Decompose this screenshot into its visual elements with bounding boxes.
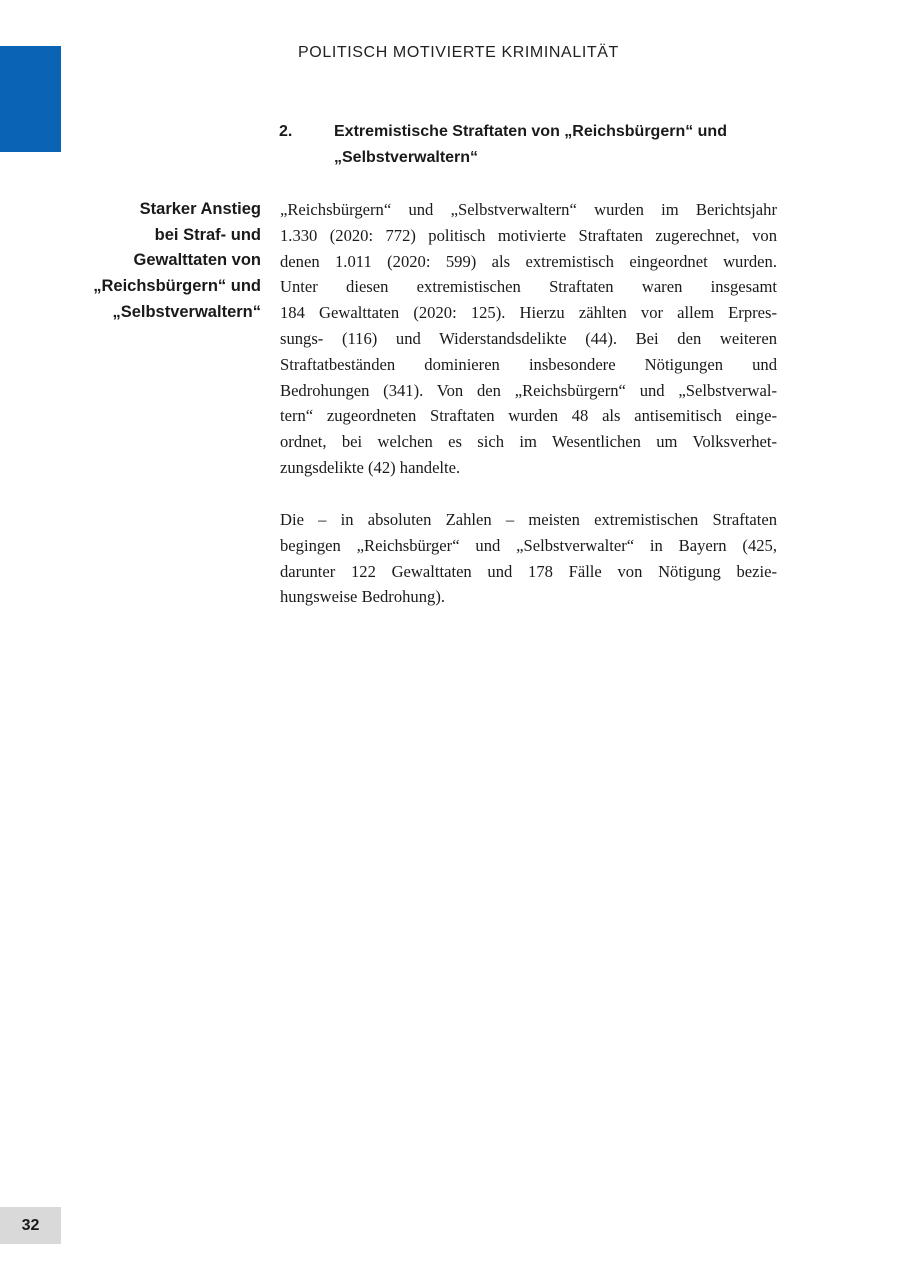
paragraph-line: hungsweise Bedrohung). bbox=[280, 587, 445, 607]
section-title-line: „Selbstverwaltern“ bbox=[334, 149, 479, 166]
paragraph-line: denen 1.011 (2020: 599) als extremistisch eingeordnet wurden. bbox=[280, 251, 777, 271]
margin-note bbox=[60, 197, 261, 326]
section-color-tab bbox=[0, 46, 61, 152]
page-number-box bbox=[0, 1207, 61, 1244]
margin-note-line: bei Straf- und bbox=[154, 225, 261, 244]
section-title-line: Extremistische Straftaten von „Reichsbürgern“ und bbox=[334, 123, 727, 140]
margin-note-line: Starker Anstieg bbox=[139, 200, 261, 218]
paragraph-line: Unter diesen extremistischen Straftaten waren insgesamt bbox=[280, 277, 777, 297]
paragraph-line: begingen „Reichsbürger“ und „Selbstverwalter“ in Bayern (425, bbox=[280, 535, 777, 555]
paragraph-line: sungs- (116) und Widerstandsdelikte (44). Bei den weiteren bbox=[280, 328, 777, 348]
paragraph-line: ordnet, bei welchen es sich im Wesentlichen um Volksverhet- bbox=[280, 432, 777, 452]
paragraph-line: Straftatbeständen dominieren insbesondere Nötigungen und bbox=[280, 354, 777, 374]
paragraph-line: darunter 122 Gewalttaten und 178 Fälle von Nötigung bezie- bbox=[280, 561, 777, 581]
page-number: 32 bbox=[21, 1217, 40, 1234]
section-number: 2. bbox=[279, 123, 293, 140]
margin-note-line: Gewalttaten von bbox=[133, 251, 261, 270]
body-paragraph-1 bbox=[280, 197, 777, 481]
section-heading bbox=[279, 119, 779, 171]
paragraph-line: zungsdelikte (42) handelte. bbox=[280, 457, 461, 477]
margin-note-line: „Reichsbürgern“ und bbox=[93, 277, 261, 296]
body-paragraph-2 bbox=[280, 507, 777, 610]
paragraph-line: Die – in absoluten Zahlen – meisten extremistischen Straftaten bbox=[280, 510, 777, 529]
running-header: POLITISCH MOTIVIERTE KRIMINALITÄT bbox=[298, 44, 619, 61]
paragraph-line: 184 Gewalttaten (2020: 125). Hierzu zählten vor allem Erpres- bbox=[280, 303, 777, 323]
paragraph-line: Bedrohungen (341). Von den „Reichsbürgern“ und „Selbstverwal- bbox=[280, 380, 777, 400]
paragraph-line: 1.330 (2020: 772) politisch motivierte Straftaten zugerechnet, von bbox=[280, 225, 777, 245]
paragraph-line: tern“ zugeordneten Straftaten wurden 48 als antisemitisch einge- bbox=[280, 406, 777, 426]
paragraph-line: „Reichsbürgern“ und „Selbstverwaltern“ wurden im Berichtsjahr bbox=[280, 200, 777, 219]
margin-note-line: „Selbstverwaltern“ bbox=[112, 302, 261, 321]
